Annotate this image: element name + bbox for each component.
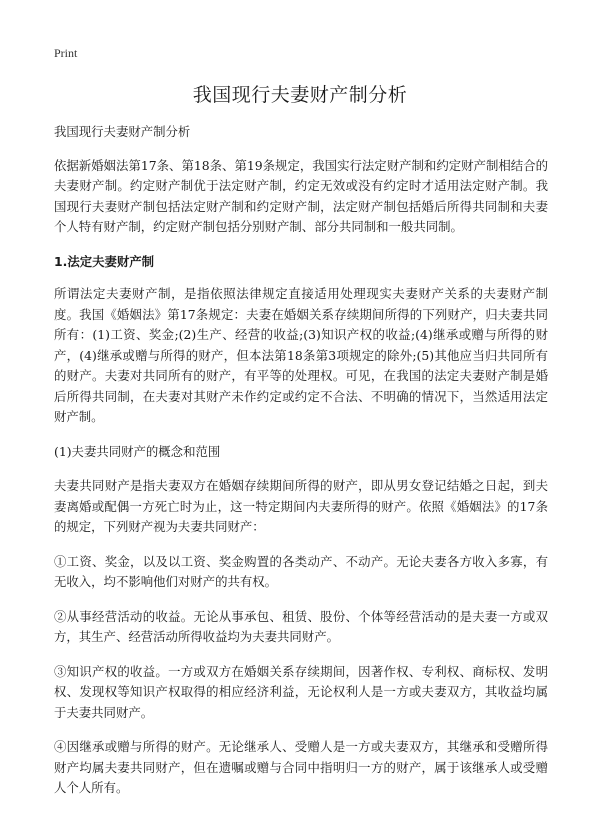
subsection-heading-joint-property: (1)夫妻共同财产的概念和范围	[54, 443, 221, 459]
list-item-inheritance: ④因继承或赠与所得的财产。无论继承人、受赠人是一方或夫妻双方，其继承和受赠所得财产均属夫妻共同财产，但在遗嘱或赠与合同中指明归一方的财产，属于该继承人或受赠人个人所有。	[54, 739, 548, 795]
list-item-wages: ①工资、奖金，以及以工资、奖金购置的各类动产、不动产。无论夫妻各方收入多寡，有无收入，均不影响他们对财产的共有权。	[54, 553, 548, 589]
joint-property-paragraph: 夫妻共同财产是指夫妻双方在婚姻存续期间所得的财产，即从男女登记结婚之日起，到夫妻离婚或配偶一方死亡时为止，这一特定期间内夫妻所得的财产。依照《婚姻法》的17条的规定，下列财产视为夫妻共同财产：	[54, 478, 548, 534]
document-body	[54, 122, 548, 813]
section-heading-statutory-property: 1.法定夫妻财产制	[54, 253, 155, 269]
list-item-business-income: ②从事经营活动的收益。无论从事承包、租赁、股份、个体等经营活动的是夫妻一方或双方，其生产、经营活动所得收益均为夫妻共同财产。	[54, 608, 548, 644]
list-item-ip-income: ③知识产权的收益。一方或双方在婚姻关系存续期间，因著作权、专利权、商标权、发明权、发现权等知识产权取得的相应经济利益，无论权利人是一方或夫妻双方，其收益均属于夫妻共同财产。	[54, 663, 548, 720]
intro-paragraph: 依据新婚姻法第17条、第18条、第19条规定，我国实行法定财产制和约定财产制相结合的夫妻财产制。约定财产制优于法定财产制，约定无效或没有约定时才适用法定财产制。我国现行夫妻财产制包括法定财产制和约定财产制，法定财产制包括婚后所得共同制和夫妻个人特有财产制，约定财产制包括分别财产制、部分共同制和一般共同制。	[54, 157, 548, 234]
document-subtitle: 我国现行夫妻财产制分析	[54, 124, 191, 139]
document-title: 我国现行夫妻财产制分析	[192, 84, 408, 106]
print-label: Print	[54, 46, 78, 60]
statutory-property-paragraph: 所谓法定夫妻财产制，是指依照法律规定直接适用处理现实夫妻财产关系的夫妻财产制度。我国《婚姻法》第17条规定：夫妻在婚姻关系存续期间所得的下列财产，归夫妻共同所有：(1)工资、奖金;(2)生产、经营的收益;(3)知识产权的收益;(4)继承或赠与所得的财产，(4)继承或赠与所得的财产，但本法第18条第3项规定的除外;(5)其他应当归共同所有的财产。夫妻对共同所有的财产，有平等的处理权。可见，在我国的法定夫妻财产制是婚后所得共同制，在夫妻对其财产未作约定或约定不合法、不明确的情况下，当然适用法定财产制。	[54, 286, 548, 424]
